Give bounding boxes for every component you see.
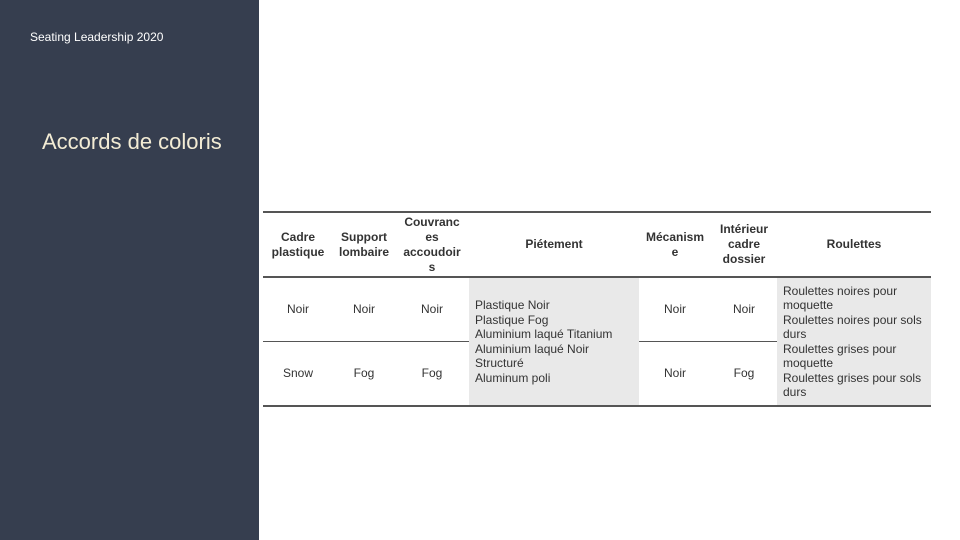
header-interieur-cadre-dossier: Intérieur cadre dossier	[711, 212, 777, 277]
header-roulettes: Roulettes	[777, 212, 931, 277]
cell-roulettes-options	[777, 277, 931, 406]
pietement-option: Plastique Noir	[475, 298, 550, 312]
pietement-option: Aluminum poli	[475, 370, 551, 385]
roulettes-option: Roulettes noires pour moquette	[783, 283, 898, 312]
sidebar	[0, 0, 259, 540]
header-support-lombaire: Support lombaire	[333, 212, 395, 277]
header-pietement: Piétement	[469, 212, 639, 277]
page-title: Accords de coloris	[42, 129, 222, 154]
brand-label: Seating Leadership 2020	[30, 30, 164, 44]
table-row	[263, 277, 931, 342]
cell-mecanisme: Noir	[639, 277, 711, 342]
cell-interieur: Fog	[733, 366, 755, 381]
cell-mecanisme: Noir	[663, 366, 686, 381]
pietement-option: Aluminium laqué Titanium	[475, 327, 613, 341]
pietement-option: Aluminium laqué Noir Structuré	[475, 341, 590, 370]
cell-couvrances: Fog	[421, 366, 443, 381]
header-mecanisme: Mécanism e	[639, 212, 711, 277]
header-couvrances-accoudoirs: Couvranc es accoudoir s	[395, 212, 469, 277]
cell-cadre: Snow	[282, 366, 314, 381]
pietement-option: Plastique Fog	[475, 312, 549, 327]
cell-cadre: Noir	[263, 277, 333, 342]
cell-interieur: Noir	[711, 277, 777, 342]
roulettes-option: Roulettes grises pour sols durs	[783, 370, 922, 399]
table-header-row	[263, 212, 931, 277]
cell-couvrances: Noir	[395, 277, 469, 342]
cell-pietement-options	[469, 277, 639, 406]
roulettes-option: Roulettes grises pour moquette	[783, 341, 897, 370]
cell-support: Noir	[333, 277, 395, 342]
roulettes-option: Roulettes noires pour sols durs	[783, 312, 922, 341]
cell-support: Fog	[353, 366, 375, 381]
header-cadre-plastique: Cadre plastique	[263, 212, 333, 277]
color-matching-table	[263, 211, 931, 407]
